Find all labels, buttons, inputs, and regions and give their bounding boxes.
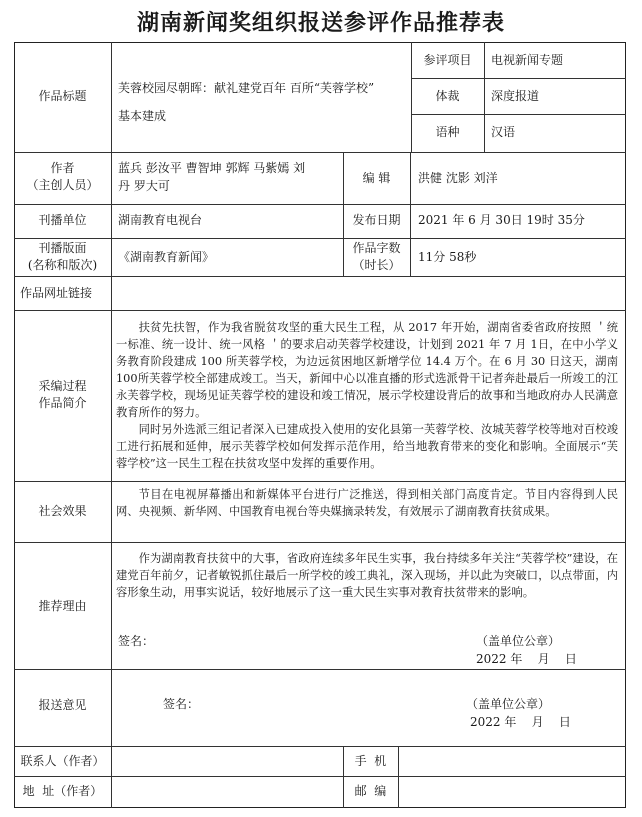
row-divider	[14, 310, 626, 311]
row-divider	[14, 669, 626, 670]
row-divider	[14, 238, 626, 239]
label-genre: 体裁	[435, 89, 460, 103]
opinion-seal: （盖单位公章）	[466, 697, 551, 711]
label-author: 作者	[50, 161, 75, 175]
row-divider	[14, 204, 626, 205]
label-publish-date: 发布日期	[352, 213, 401, 227]
label-process-sub: 作品简介	[38, 396, 87, 410]
col-divider	[484, 42, 485, 152]
label-process: 采编过程	[38, 379, 87, 393]
label-author-sub: （主创人员）	[26, 178, 99, 192]
authors-line-1: 蓝兵 彭汝平 曹智坤 郭辉 马紫嫣 刘	[118, 161, 306, 175]
col-divider	[398, 746, 399, 808]
label-contact: 联系人（作者）	[20, 754, 105, 768]
opinion-sign-label: 签名：	[163, 697, 200, 711]
label-effect: 社会效果	[38, 504, 87, 518]
language-value: 汉语	[491, 125, 516, 139]
row-divider	[14, 746, 626, 747]
label-editor: 编 辑	[362, 171, 391, 185]
label-layout-sub: (名称和版次)	[27, 258, 98, 272]
label-layout: 刊播版面	[38, 241, 87, 255]
label-entry-item: 参评项目	[423, 53, 472, 67]
page-title: 湖南新闻奖组织报送参评作品推荐表	[136, 10, 505, 36]
layout-value: 《湖南教育新闻》	[118, 250, 215, 264]
row-divider	[14, 776, 626, 777]
label-length: 作品字数	[352, 241, 401, 255]
work-title-line-2: 基本建成	[118, 109, 167, 123]
row-divider	[14, 276, 626, 277]
reason-text: 作为湖南教育扶贫中的大事，省政府连续多年民生实事，我台持续多年关注“芙蓉学校”建设，在建党百年前夕，记者敏锐抓住最后一所学校的竣工典礼，深入现场，并以此为突破口，以点带面，内容形象生动，用事实说话，较好地展示了这一重大民生实事对教育扶贫带来的影响。	[116, 552, 618, 599]
col-divider	[111, 42, 112, 808]
publisher-value: 湖南教育电视台	[118, 213, 203, 227]
row-divider	[14, 152, 626, 153]
reason-seal: （盖单位公章）	[476, 634, 561, 648]
label-phone: 手 机	[354, 754, 387, 768]
authors-line-2: 丹 罗大可	[118, 179, 170, 193]
row-divider	[14, 542, 626, 543]
effect-text: 节目在电视屏幕播出和新媒体平台进行广泛推送，得到相关部门高度肯定。节目内容得到人民网、央视频、新华网、中国教育电视台等央媒摘录转发，有效展示了湖南教育扶贫成果。	[116, 488, 618, 518]
reason-sign-label: 签名：	[118, 634, 155, 648]
publish-date-value: 2021 年 6 月 30日 19时 35分	[418, 213, 585, 227]
process-paragraph-2: 同时另外选派三组记者深入已建成投入使用的安化县第一芙蓉学校、汝城芙蓉学校等地对百校竣工进行拓展和延伸，展示芙蓉学校如何发挥示范作用，给当地教育带来的变化和影响。全面展示“芙蓉学校”这一民生工程在扶贫攻坚中发挥的重要作用。	[116, 423, 618, 470]
label-work-title: 作品标题	[38, 89, 87, 103]
label-language: 语种	[435, 125, 460, 139]
label-publisher: 刊播单位	[38, 213, 87, 227]
col-divider	[410, 152, 411, 276]
entry-item-value: 电视新闻专题	[491, 53, 564, 67]
process-paragraph-1: 扶贫先扶智，作为我省脱贫攻坚的重大民生工程，从 2017 年开始，湖南省委省政府按照 ＇统一标准、统一设计、统一风格 ＇的要求启动芙蓉学校建设，计划到 2021 年 7 月 1日，在中小学义务教育阶段建成 100 所芙蓉学校，为边远贫困地区新增学位 14.4 万个。在 6 月 30 日这天，湖南 100所芙蓉学校全部建成竣工。当天，新闻中心以准直播的形式选派骨干记者奔赴最后一所竣工的江永芙蓉学校，现场见证芙蓉学校的建设和竣工情况，展示学校建设背后的故事和当地政府办人民满意教育所作的努力。	[116, 321, 618, 419]
label-length-sub: （时长）	[352, 258, 401, 272]
opinion-date: 2022 年 月 日	[470, 715, 571, 729]
reason-date: 2022 年 月 日	[476, 652, 577, 666]
length-value: 11分 58秒	[418, 250, 477, 264]
genre-value: 深度报道	[491, 89, 540, 103]
label-opinion: 报送意见	[38, 698, 87, 712]
cell-divider	[411, 78, 626, 79]
label-url: 作品网址链接	[20, 286, 93, 300]
editors-value: 洪健 沈影 刘洋	[418, 171, 498, 185]
cell-divider	[411, 114, 626, 115]
row-divider	[14, 481, 626, 482]
label-reason: 推荐理由	[38, 599, 87, 613]
label-address: 地 址（作者）	[22, 784, 103, 798]
label-postcode: 邮 编	[354, 784, 387, 798]
work-title-line-1: 芙蓉校园尽朝晖：献礼建党百年 百所“芙蓉学校”	[118, 81, 375, 95]
